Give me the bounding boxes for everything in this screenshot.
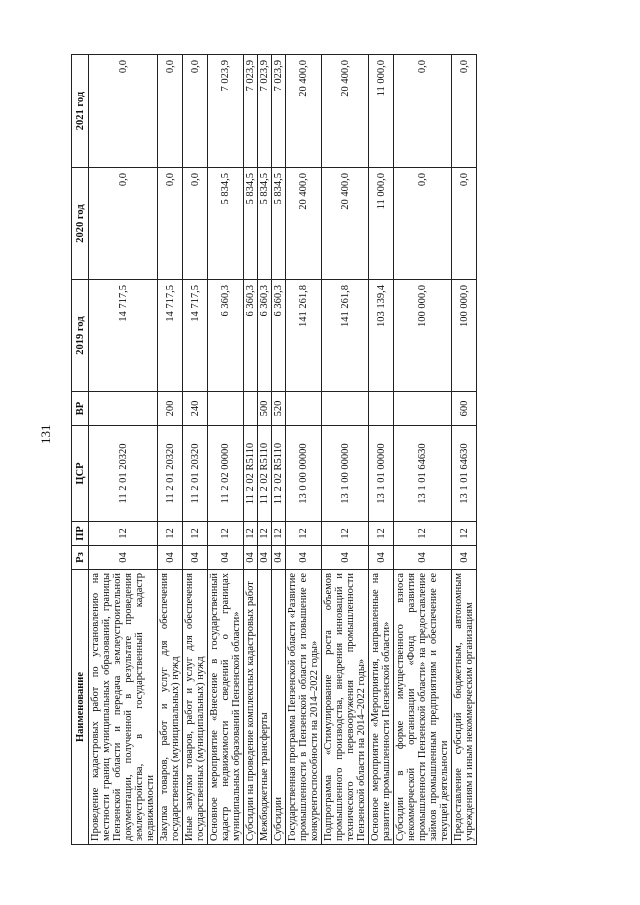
cell-2021: 20 400,0 bbox=[286, 55, 322, 168]
cell-name: Субсидии bbox=[272, 570, 286, 845]
cell-name: Проведение кадастровых работ по установлению на местности границ муниципальных образований, границы Пензенской области и передача землеустроительной документации, полученной в результате проведения землеустройства, в государственный кадастр недвижимости bbox=[89, 570, 158, 845]
table-row bbox=[272, 55, 286, 845]
table-row bbox=[452, 55, 477, 845]
cell-name: Субсидии в форме имущественного взноса некоммерческой организации «Фонд развития промышленности Пензенской области» на предоставление займов промышленным предприятиям и обеспечение ее текущей деятельности bbox=[394, 570, 452, 845]
cell-vr bbox=[322, 392, 369, 426]
table-row bbox=[183, 55, 208, 845]
cell-vr bbox=[89, 392, 158, 426]
cell-vr: 240 bbox=[183, 392, 208, 426]
cell-2020: 0,0 bbox=[394, 168, 452, 280]
cell-csr: 11 2 01 20320 bbox=[89, 426, 158, 522]
cell-csr: 11 2 02 R5110 bbox=[258, 426, 272, 522]
header-2019: 2019 год bbox=[72, 280, 89, 392]
table-row bbox=[394, 55, 452, 845]
cell-pr: 12 bbox=[322, 522, 369, 546]
header-vr: ВР bbox=[72, 392, 89, 426]
cell-name: Закупка товаров, работ и услуг для обеспечения государственных (муниципальных) нужд bbox=[158, 570, 183, 845]
cell-vr: 600 bbox=[452, 392, 477, 426]
cell-2021: 20 400,0 bbox=[322, 55, 369, 168]
cell-csr: 13 1 01 64630 bbox=[452, 426, 477, 522]
cell-2020: 0,0 bbox=[183, 168, 208, 280]
cell-vr bbox=[286, 392, 322, 426]
cell-2021: 11 000,0 bbox=[369, 55, 394, 168]
cell-2021: 7 023,9 bbox=[272, 55, 286, 168]
cell-pr: 12 bbox=[258, 522, 272, 546]
table-row bbox=[208, 55, 244, 845]
cell-pr: 12 bbox=[244, 522, 258, 546]
cell-2020: 5 834,5 bbox=[272, 168, 286, 280]
cell-2021: 0,0 bbox=[452, 55, 477, 168]
cell-csr: 11 2 02 00000 bbox=[208, 426, 244, 522]
cell-rz: 04 bbox=[158, 546, 183, 570]
header-2021: 2021 год bbox=[72, 55, 89, 168]
cell-2019: 141 261,8 bbox=[322, 280, 369, 392]
cell-name: Государственная программа Пензенской области «Развитие промышленности в Пензенской области и повышение ее конкурентоспособности на 2014–2022 годы» bbox=[286, 570, 322, 845]
cell-csr: 13 0 00 00000 bbox=[286, 426, 322, 522]
budget-table bbox=[71, 54, 477, 845]
header-csr: ЦСР bbox=[72, 426, 89, 522]
cell-2021: 7 023,9 bbox=[258, 55, 272, 168]
cell-rz: 04 bbox=[89, 546, 158, 570]
table-header-row bbox=[72, 55, 89, 845]
rotated-table-wrapper bbox=[71, 55, 601, 845]
cell-rz: 04 bbox=[369, 546, 394, 570]
cell-2019: 100 000,0 bbox=[394, 280, 452, 392]
cell-2021: 0,0 bbox=[394, 55, 452, 168]
cell-pr: 12 bbox=[208, 522, 244, 546]
page-number: 131 bbox=[38, 424, 53, 444]
cell-pr: 12 bbox=[369, 522, 394, 546]
cell-2019: 14 717,5 bbox=[89, 280, 158, 392]
cell-pr: 12 bbox=[286, 522, 322, 546]
table-row bbox=[322, 55, 369, 845]
header-rz: Рз bbox=[72, 546, 89, 570]
header-2020: 2020 год bbox=[72, 168, 89, 280]
cell-2021: 7 023,9 bbox=[244, 55, 258, 168]
cell-2021: 0,0 bbox=[89, 55, 158, 168]
cell-2021: 0,0 bbox=[158, 55, 183, 168]
cell-pr: 12 bbox=[272, 522, 286, 546]
cell-name: Межбюджетные трансферты bbox=[258, 570, 272, 845]
cell-rz: 04 bbox=[258, 546, 272, 570]
cell-vr bbox=[394, 392, 452, 426]
cell-2021: 0,0 bbox=[183, 55, 208, 168]
cell-vr bbox=[208, 392, 244, 426]
cell-2019: 6 360,3 bbox=[272, 280, 286, 392]
cell-vr: 520 bbox=[272, 392, 286, 426]
cell-pr: 12 bbox=[183, 522, 208, 546]
cell-csr: 11 2 02 R5110 bbox=[244, 426, 258, 522]
table-row bbox=[369, 55, 394, 845]
cell-pr: 12 bbox=[158, 522, 183, 546]
cell-name: Предоставление субсидий бюджетным, автономным учреждениям и иным некоммерческим организациям bbox=[452, 570, 477, 845]
cell-2020: 0,0 bbox=[452, 168, 477, 280]
cell-2019: 6 360,3 bbox=[244, 280, 258, 392]
cell-2020: 5 834,5 bbox=[208, 168, 244, 280]
cell-rz: 04 bbox=[394, 546, 452, 570]
cell-2019: 141 261,8 bbox=[286, 280, 322, 392]
cell-rz: 04 bbox=[208, 546, 244, 570]
cell-vr bbox=[244, 392, 258, 426]
cell-2019: 14 717,5 bbox=[158, 280, 183, 392]
cell-2019: 103 139,4 bbox=[369, 280, 394, 392]
cell-pr: 12 bbox=[89, 522, 158, 546]
cell-2020: 5 834,5 bbox=[258, 168, 272, 280]
table-row bbox=[158, 55, 183, 845]
cell-rz: 04 bbox=[272, 546, 286, 570]
cell-vr bbox=[369, 392, 394, 426]
cell-csr: 13 1 01 00000 bbox=[369, 426, 394, 522]
table-row bbox=[89, 55, 158, 845]
cell-pr: 12 bbox=[394, 522, 452, 546]
cell-csr: 11 2 02 R5110 bbox=[272, 426, 286, 522]
cell-pr: 12 bbox=[452, 522, 477, 546]
cell-2019: 6 360,3 bbox=[208, 280, 244, 392]
cell-name: Подпрограмма «Стимулирование роста объемов промышленного производства, внедрения инноваций и технического перевооружения промышленности Пензенской области на 2014–2022 годы» bbox=[322, 570, 369, 845]
cell-csr: 11 2 01 20320 bbox=[158, 426, 183, 522]
cell-2020: 0,0 bbox=[89, 168, 158, 280]
cell-name: Основное мероприятие «Мероприятия, направленные на развитие промышленности Пензенской области» bbox=[369, 570, 394, 845]
cell-rz: 04 bbox=[244, 546, 258, 570]
cell-csr: 11 2 01 20320 bbox=[183, 426, 208, 522]
cell-2019: 100 000,0 bbox=[452, 280, 477, 392]
table-row bbox=[244, 55, 258, 845]
cell-name: Иные закупки товаров, работ и услуг для обеспечения государственных (муниципальных) нужд bbox=[183, 570, 208, 845]
cell-csr: 13 1 01 64630 bbox=[394, 426, 452, 522]
table-row bbox=[286, 55, 322, 845]
table-row bbox=[258, 55, 272, 845]
cell-name: Субсидии на проведение комплексных кадастровых работ bbox=[244, 570, 258, 845]
cell-rz: 04 bbox=[286, 546, 322, 570]
cell-rz: 04 bbox=[452, 546, 477, 570]
cell-rz: 04 bbox=[322, 546, 369, 570]
cell-vr: 500 bbox=[258, 392, 272, 426]
cell-2019: 14 717,5 bbox=[183, 280, 208, 392]
cell-2020: 0,0 bbox=[158, 168, 183, 280]
cell-csr: 13 1 00 00000 bbox=[322, 426, 369, 522]
cell-2020: 11 000,0 bbox=[369, 168, 394, 280]
cell-2020: 5 834,5 bbox=[244, 168, 258, 280]
header-pr: ПР bbox=[72, 522, 89, 546]
cell-2019: 6 360,3 bbox=[258, 280, 272, 392]
cell-name: Основное мероприятие «Внесение в государственный кадастр недвижимости сведений о границах муниципальных образований Пензенской области» bbox=[208, 570, 244, 845]
header-name: Наименование bbox=[72, 570, 89, 845]
cell-vr: 200 bbox=[158, 392, 183, 426]
cell-2021: 7 023,9 bbox=[208, 55, 244, 168]
cell-2020: 20 400,0 bbox=[286, 168, 322, 280]
cell-rz: 04 bbox=[183, 546, 208, 570]
cell-2020: 20 400,0 bbox=[322, 168, 369, 280]
